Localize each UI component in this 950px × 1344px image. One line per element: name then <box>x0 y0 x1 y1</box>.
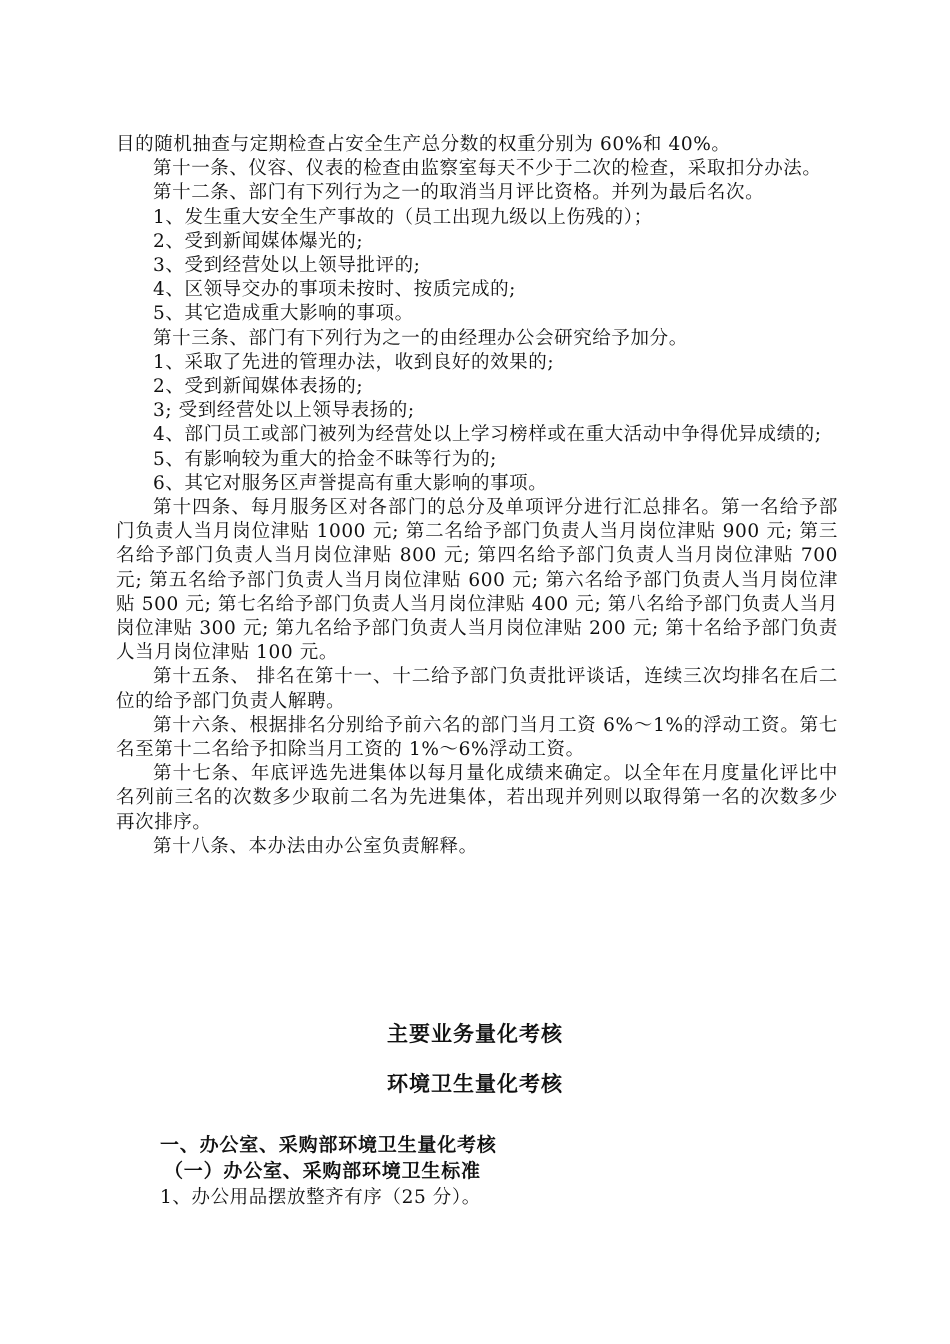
list-item: 1、发生重大安全生产事故的（员工出现九级以上伤残的）； <box>153 206 653 228</box>
list-item: 1、采取了先进的管理办法，收到良好的效果的; <box>153 351 555 373</box>
subsection-title: 一、办公室、采购部环境卫生量化考核 <box>160 1134 497 1156</box>
body-text <box>116 133 838 859</box>
list-item: 4、区领导交办的事项未按时、按质完成的; <box>153 279 517 301</box>
paragraph: 第十一条、仪容、仪表的检查由监察室每天不少于二次的检查，采取扣分办法。 <box>153 158 822 180</box>
main-heading: 主要业务量化考核 <box>387 1022 563 1046</box>
paragraph: 目的随机抽查与定期检查占安全生产总分数的权重分别为 60%和 40%。 <box>116 134 731 155</box>
paragraph: 第十七条、年底评选先进集体以每月量化成绩来确定。以全年在月度量化评比中名列前三名的次数多少取前二名为先进集体，若出现并列则以取得第一名的次数多少再次排序。 <box>116 763 838 833</box>
paragraph: 第十四条、每月服务区对各部门的总分及单项评分进行汇总排名。第一名给予部门负责人当月岗位津贴 1000 元; 第二名给予部门负责人当月岗位津贴 900 元; 第三名给予部门负责人当月岗位津贴 800 元; 第四名给予部门负责人当月岗位津贴 700 元; 第五名给予部门负责人当月岗位津贴 600 元; 第六名给予部门负责人当月岗位津贴 500 元; 第七名给予部门负责人当月岗位津贴 400 元; 第八名给予部门负责人当月岗位津贴 300 元; 第九名给予部门负责人当月岗位津贴 200 元; 第十名给予部门负责人当月岗位津贴 100 元。 <box>116 497 838 664</box>
paragraph: 第十五条、 排名在第十一、十二给予部门负责批评谈话，连续三次均排名在后二位的给予部门负责人解聘。 <box>116 666 838 712</box>
paragraph: 第十八条、本办法由办公室负责解释。 <box>153 835 478 857</box>
list-item: 5、有影响较为重大的拾金不昧等行为的; <box>153 448 497 470</box>
list-item: 5、其它造成重大影响的事项。 <box>153 303 414 325</box>
section-heading: 环境卫生量化考核 <box>387 1072 563 1096</box>
paragraph: 第十三条、部门有下列行为之一的由经理办公会研究给予加分。 <box>153 327 688 349</box>
subsection-subtitle: （一）办公室、采购部环境卫生标准 <box>164 1160 481 1182</box>
list-item: 2、受到新闻媒体表扬的; <box>153 376 364 398</box>
list-item: 2、受到新闻媒体爆光的; <box>153 230 364 252</box>
list-item: 3; 受到经营处以上领导表扬的; <box>153 400 415 422</box>
paragraph: 第十二条、部门有下列行为之一的取消当月评比资格。并列为最后名次。 <box>153 182 765 204</box>
paragraph: 第十六条、根据排名分别给予前六名的部门当月工资 6%～1%的浮动工资。第七名至第十二名给予扣除当月工资的 1%～6%浮动工资。 <box>116 714 838 761</box>
list-item: 3、受到经营处以上领导批评的; <box>153 255 421 277</box>
list-item: 1、办公用品摆放整齐有序（25 分）。 <box>160 1187 481 1208</box>
list-item: 6、其它对服务区声誉提高有重大影响的事项。 <box>153 472 548 494</box>
list-item: 4、部门员工或部门被列为经营处以上学习榜样或在重大活动中争得优异成绩的; <box>153 424 822 446</box>
